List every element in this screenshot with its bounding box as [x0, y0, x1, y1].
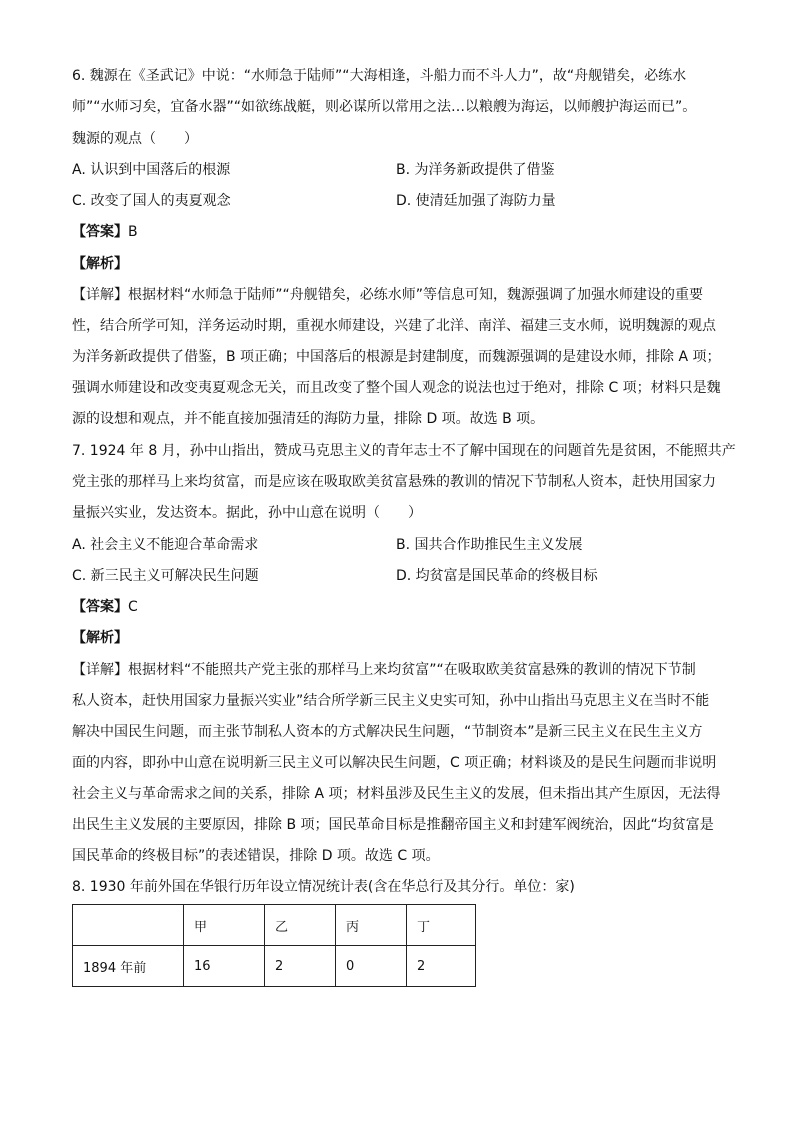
table-header-cell — [73, 905, 184, 946]
q6-stem-line-3: 魏源的观点（ ） — [72, 131, 198, 147]
q6-stem-line-2: 师”“水师习矣，宜备水器”“如欲练战艇，则必谋所以常用之法…以粮艘为海运，以师艘护海运而已”。 — [72, 99, 697, 115]
q8-stem: 8. 1930 年前外国在华银行历年设立情况统计表(含在华总行及其分行。单位：家) — [72, 879, 575, 895]
q6-option-c: C. 改变了国人的夷夏观念 — [72, 193, 231, 209]
q6-answer — [72, 222, 138, 242]
table-cell: 2 — [265, 946, 336, 987]
q6-detail-line-5: 源的设想和观点，并不能直接加强清廷的海防力量，排除 D 项。故选 B 项。 — [72, 411, 545, 427]
q6-stem-line-1: 6. 魏源在《圣武记》中说：“水师急于陆师”“大海相逢，斗船力而不斗人力”，故“舟舰错矣，必练水 — [72, 68, 687, 84]
q7-stem-line-3: 量振兴实业，发达资本。据此，孙中山意在说明（ ） — [72, 505, 422, 521]
q6-detail-line-1: 【详解】根据材料“水师急于陆师”“舟舰错矣，必练水师”等信息可知，魏源强调了加强水师建设的重要 — [72, 287, 704, 303]
q6-option-d: D. 使清廷加强了海防力量 — [396, 193, 556, 209]
q6-option-a: A. 认识到中国落后的根源 — [72, 162, 231, 178]
table-cell: 1894 年前 — [73, 946, 184, 987]
q7-analysis-label: 【解析】 — [72, 630, 128, 646]
table-header-cell: 乙 — [265, 905, 336, 946]
q7-answer — [72, 597, 138, 617]
q7-detail-line-1: 【详解】根据材料“不能照共产党主张的那样马上来均贫富”“在吸取欧美贫富悬殊的教训的情况下节制 — [72, 662, 696, 678]
q7-detail-line-7: 国民革命的终极目标”的表述错误，排除 D 项。故选 C 项。 — [72, 848, 440, 864]
q7-option-b: B. 国共合作助推民生主义发展 — [396, 537, 583, 553]
q6-detail-line-4: 强调水师建设和改变夷夏观念无关，而且改变了整个国人观念的说法也过于绝对，排除 C 项；材料只是魏 — [72, 380, 721, 396]
table-cell: 16 — [184, 946, 265, 987]
table-header-cell: 丁 — [407, 905, 476, 946]
q6-detail-line-2: 性，结合所学可知，洋务运动时期，重视水师建设，兴建了北洋、南洋、福建三支水师，说明魏源的观点 — [72, 318, 716, 334]
table-header-cell: 丙 — [336, 905, 407, 946]
q8-bank-table — [72, 904, 476, 987]
q7-option-d: D. 均贫富是国民革命的终极目标 — [396, 568, 598, 584]
q7-detail-line-6: 出民生主义发展的主要原因，排除 B 项；国民革命目标是推翻帝国主义和封建军阀统治，因此“均贫富是 — [72, 817, 714, 833]
q7-answer-label: 【答案】 — [72, 599, 128, 615]
q7-detail-line-2: 私人资本，赶快用国家力量振兴实业”结合所学新三民主义史实可知，孙中山指出马克思主义在当时不能 — [72, 693, 710, 709]
q7-detail-line-4: 面的内容，即孙中山意在说明新三民主义可以解决民生问题，C 项正确；材料谈及的是民生问题而非说明 — [72, 755, 717, 771]
q6-answer-label: 【答案】 — [72, 224, 128, 240]
q7-stem-line-2: 党主张的那样马上来均贫富，而是应该在吸取欧美贫富悬殊的教训的情况下节制私人资本，赶快用国家力 — [72, 474, 716, 490]
table-header-row — [73, 905, 476, 946]
q7-option-c: C. 新三民主义可解决民生问题 — [72, 568, 259, 584]
q6-analysis-label: 【解析】 — [72, 256, 128, 272]
table-cell: 2 — [407, 946, 476, 987]
table-row — [73, 946, 476, 987]
q7-detail-line-3: 解决中国民生问题，而主张节制私人资本的方式解决民生问题，“节制资本”是新三民主义在民生主义方 — [72, 724, 703, 740]
q6-answer-value: B — [128, 224, 138, 240]
q7-detail-line-5: 社会主义与革命需求之间的关系，排除 A 项；材料虽涉及民生主义的发展，但未指出其产生原因，无法得 — [72, 786, 721, 802]
q7-answer-value: C — [128, 599, 138, 615]
q7-option-a: A. 社会主义不能迎合革命需求 — [72, 537, 259, 553]
q6-option-b: B. 为洋务新政提供了借鉴 — [396, 162, 555, 178]
table-header-cell: 甲 — [184, 905, 265, 946]
table-cell: 0 — [336, 946, 407, 987]
q7-stem-line-1: 7. 1924 年 8 月，孙中山指出，赞成马克思主义的青年志士不了解中国现在的问题首先是贫困，不能照共产 — [72, 443, 736, 459]
q6-detail-line-3: 为洋务新政提供了借鉴，B 项正确；中国落后的根源是封建制度，而魏源强调的是建设水师，排除 A 项； — [72, 349, 721, 365]
